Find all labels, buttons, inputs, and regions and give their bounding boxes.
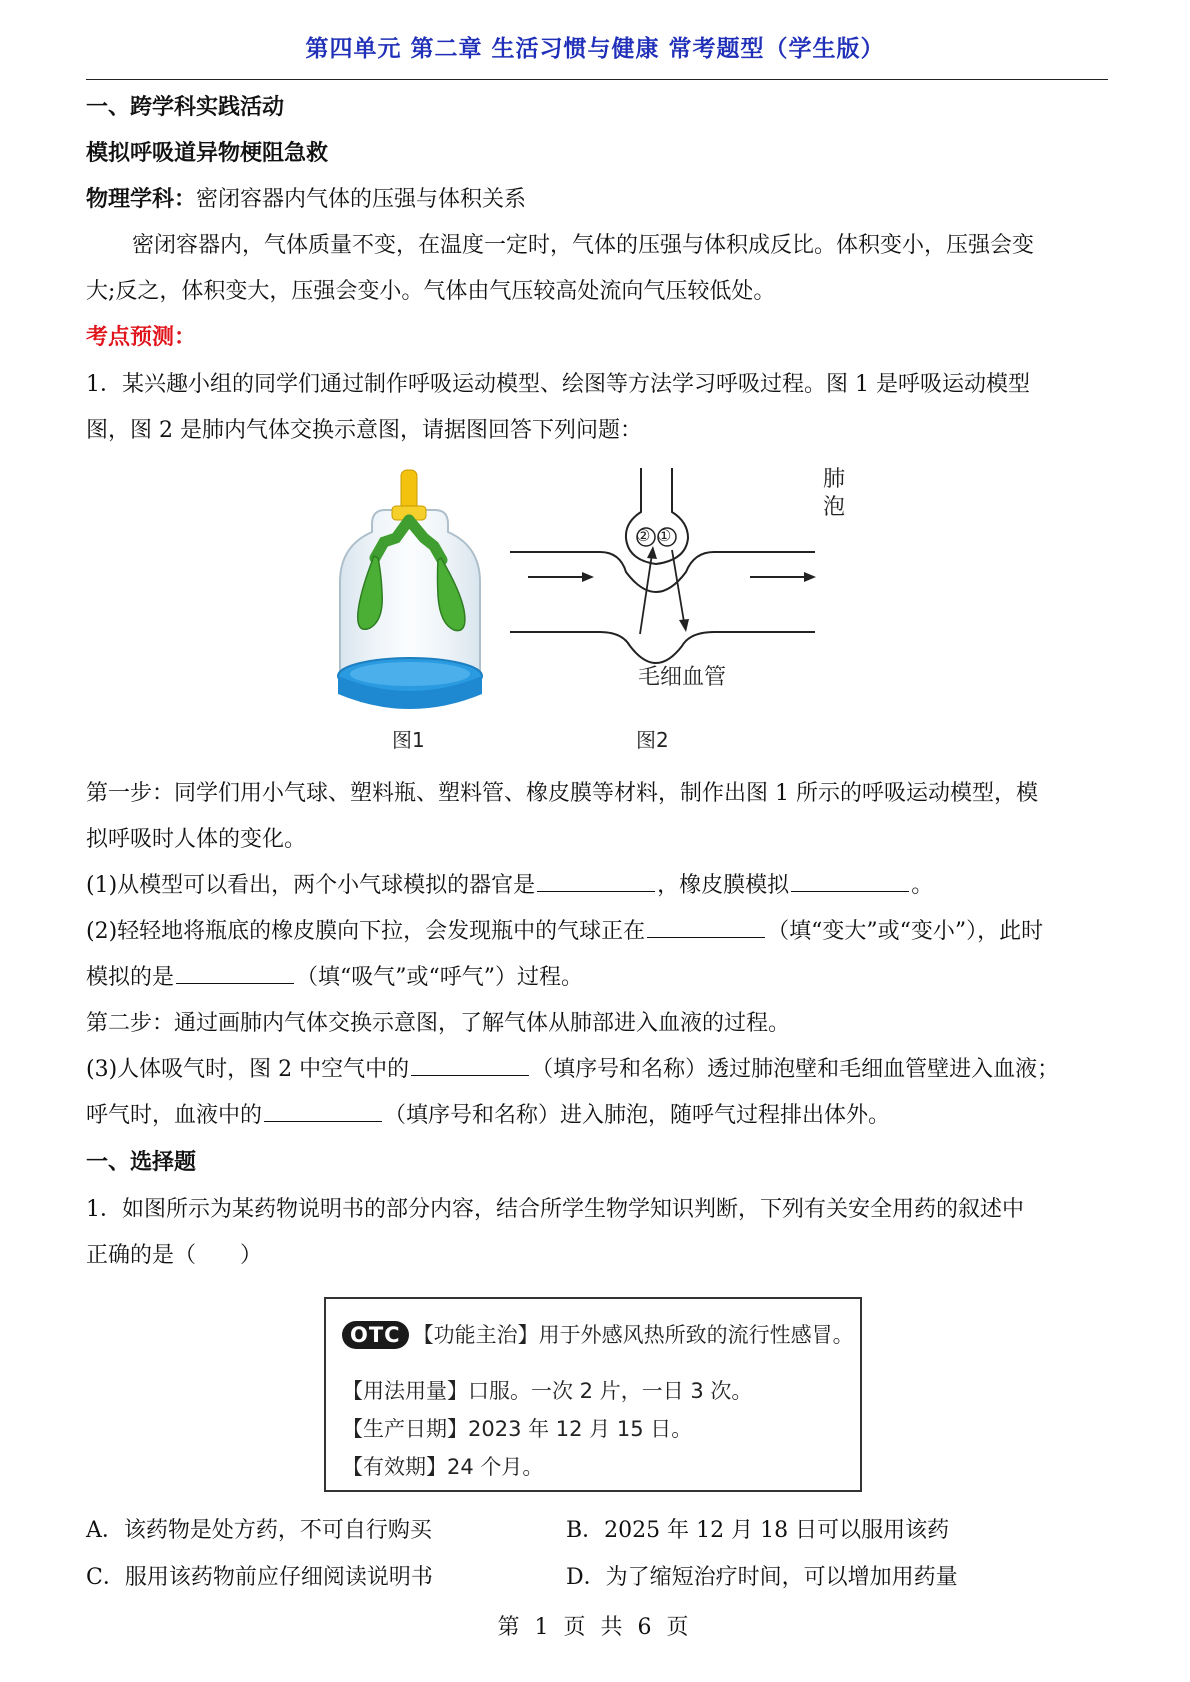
question-1-line-2: 图，图 2 是肺内气体交换示意图，请据图回答下列问题： [86,418,642,443]
activity-title: 模拟呼吸道异物梗阻急救 [86,141,329,166]
answer-blank[interactable] [791,869,909,892]
figure-2-caption: 图2 [636,728,669,752]
section-heading-choice: 一、选择题 [86,1150,197,1175]
subquestion-2-line-2 [86,955,1108,1001]
alveolus-label-1: 肺 [823,467,846,492]
drug-row-validity: 【有效期】24 个月。 [342,1455,544,1479]
option-a[interactable]: A．该药物是处方药，不可自行购买 [86,1518,432,1543]
subquestion-3-line-2 [86,1093,1108,1139]
subquestion-1-text-c: 。 [911,873,934,898]
header-divider [86,79,1108,80]
subquestion-1-text-b: ，橡皮膜模拟 [657,873,790,898]
subquestion-3-text-c: 呼气时，血液中的 [86,1103,263,1128]
option-c[interactable]: C．服用该药物前应仔细阅读说明书 [86,1565,433,1590]
physics-paragraph-line-2: 大;反之，体积变大，压强会变小。气体由气压较高处流向气压较低处。 [86,279,776,304]
physics-topic: 密闭容器内气体的压强与体积关系 [196,187,527,212]
subquestion-3-line-1 [86,1047,1108,1093]
subquestion-2-text-d: （填“吸气”或“呼气”）过程。 [296,965,584,990]
subquestion-1 [86,863,1108,909]
answer-blank[interactable] [537,869,655,892]
page-header-title: 第四单元 第二章 生活习惯与健康 常考题型（学生版） [305,36,885,62]
answer-blank[interactable] [176,961,294,984]
answer-blank[interactable] [647,915,765,938]
option-d[interactable]: D．为了缩短治疗时间，可以增加用药量 [566,1565,958,1590]
drug-row-function [342,1319,854,1349]
option-b[interactable]: B．2025 年 12 月 18 日可以服用该药 [566,1518,950,1543]
subquestion-2-line-1 [86,909,1108,955]
forecast-label: 考点预测： [86,325,197,350]
gas-exchange-diagram [510,462,870,682]
subquestion-2-text-c: 模拟的是 [86,965,175,990]
subquestion-1-text-a: (1)从模型可以看出，两个小气球模拟的器官是 [86,873,536,898]
choice-question-line-1: 1．如图所示为某药物说明书的部分内容，结合所学生物学知识判断，下列有关安全用药的叙述中 [86,1197,1025,1222]
choice-question-line-2: 正确的是（ ） [86,1243,263,1268]
physics-line [86,177,1108,223]
marker-2: ② [636,526,651,545]
subquestion-3-text-d: （填序号和名称）进入肺泡，随呼气过程排出体外。 [384,1103,891,1128]
marker-1: ① [657,526,672,545]
question-1-line-1: 1．某兴趣小组的同学们通过制作呼吸运动模型、绘图等方法学习呼吸过程。图 1 是呼吸运动模型 [86,372,1030,397]
figure-1-caption: 图1 [392,728,425,752]
figure-area [330,462,890,762]
drug-function-text: 【功能主治】用于外感风热所致的流行性感冒。 [412,1323,854,1347]
step-2: 第二步：通过画肺内气体交换示意图，了解气体从肺部进入血液的过程。 [86,1011,791,1036]
section-heading-practice: 一、跨学科实践活动 [86,95,285,120]
alveolus-label-2: 泡 [823,495,846,520]
breathing-model-illustration [330,462,490,722]
answer-blank[interactable] [264,1099,382,1122]
subquestion-2-text-b: （填“变大”或“变小”），此时 [767,919,1044,944]
page-footer: 第 1 页 共 6 页 [497,1615,693,1640]
otc-badge: OTC [342,1321,409,1349]
capillary-label: 毛细血管 [638,665,727,690]
drug-row-dosage: 【用法用量】口服。一次 2 片，一日 3 次。 [342,1379,753,1403]
drug-instruction-box [324,1297,862,1492]
subquestion-2-text-a: (2)轻轻地将瓶底的橡皮膜向下拉，会发现瓶中的气球正在 [86,919,646,944]
step-1-line-2: 拟呼吸时人体的变化。 [86,827,307,852]
physics-label: 物理学科： [86,187,197,212]
subquestion-3-text-a: (3)人体吸气时，图 2 中空气中的 [86,1057,410,1082]
drug-row-production-date: 【生产日期】2023 年 12 月 15 日。 [342,1417,693,1441]
subquestion-3-text-b: （填序号和名称）透过肺泡壁和毛细血管壁进入血液； [531,1057,1060,1082]
step-1-line-1: 第一步：同学们用小气球、塑料瓶、塑料管、橡皮膜等材料，制作出图 1 所示的呼吸运动模型，模 [86,781,1038,806]
answer-blank[interactable] [411,1053,529,1076]
physics-paragraph-line-1: 密闭容器内，气体质量不变，在温度一定时，气体的压强与体积成反比。体积变小，压强会变 [132,233,1035,258]
